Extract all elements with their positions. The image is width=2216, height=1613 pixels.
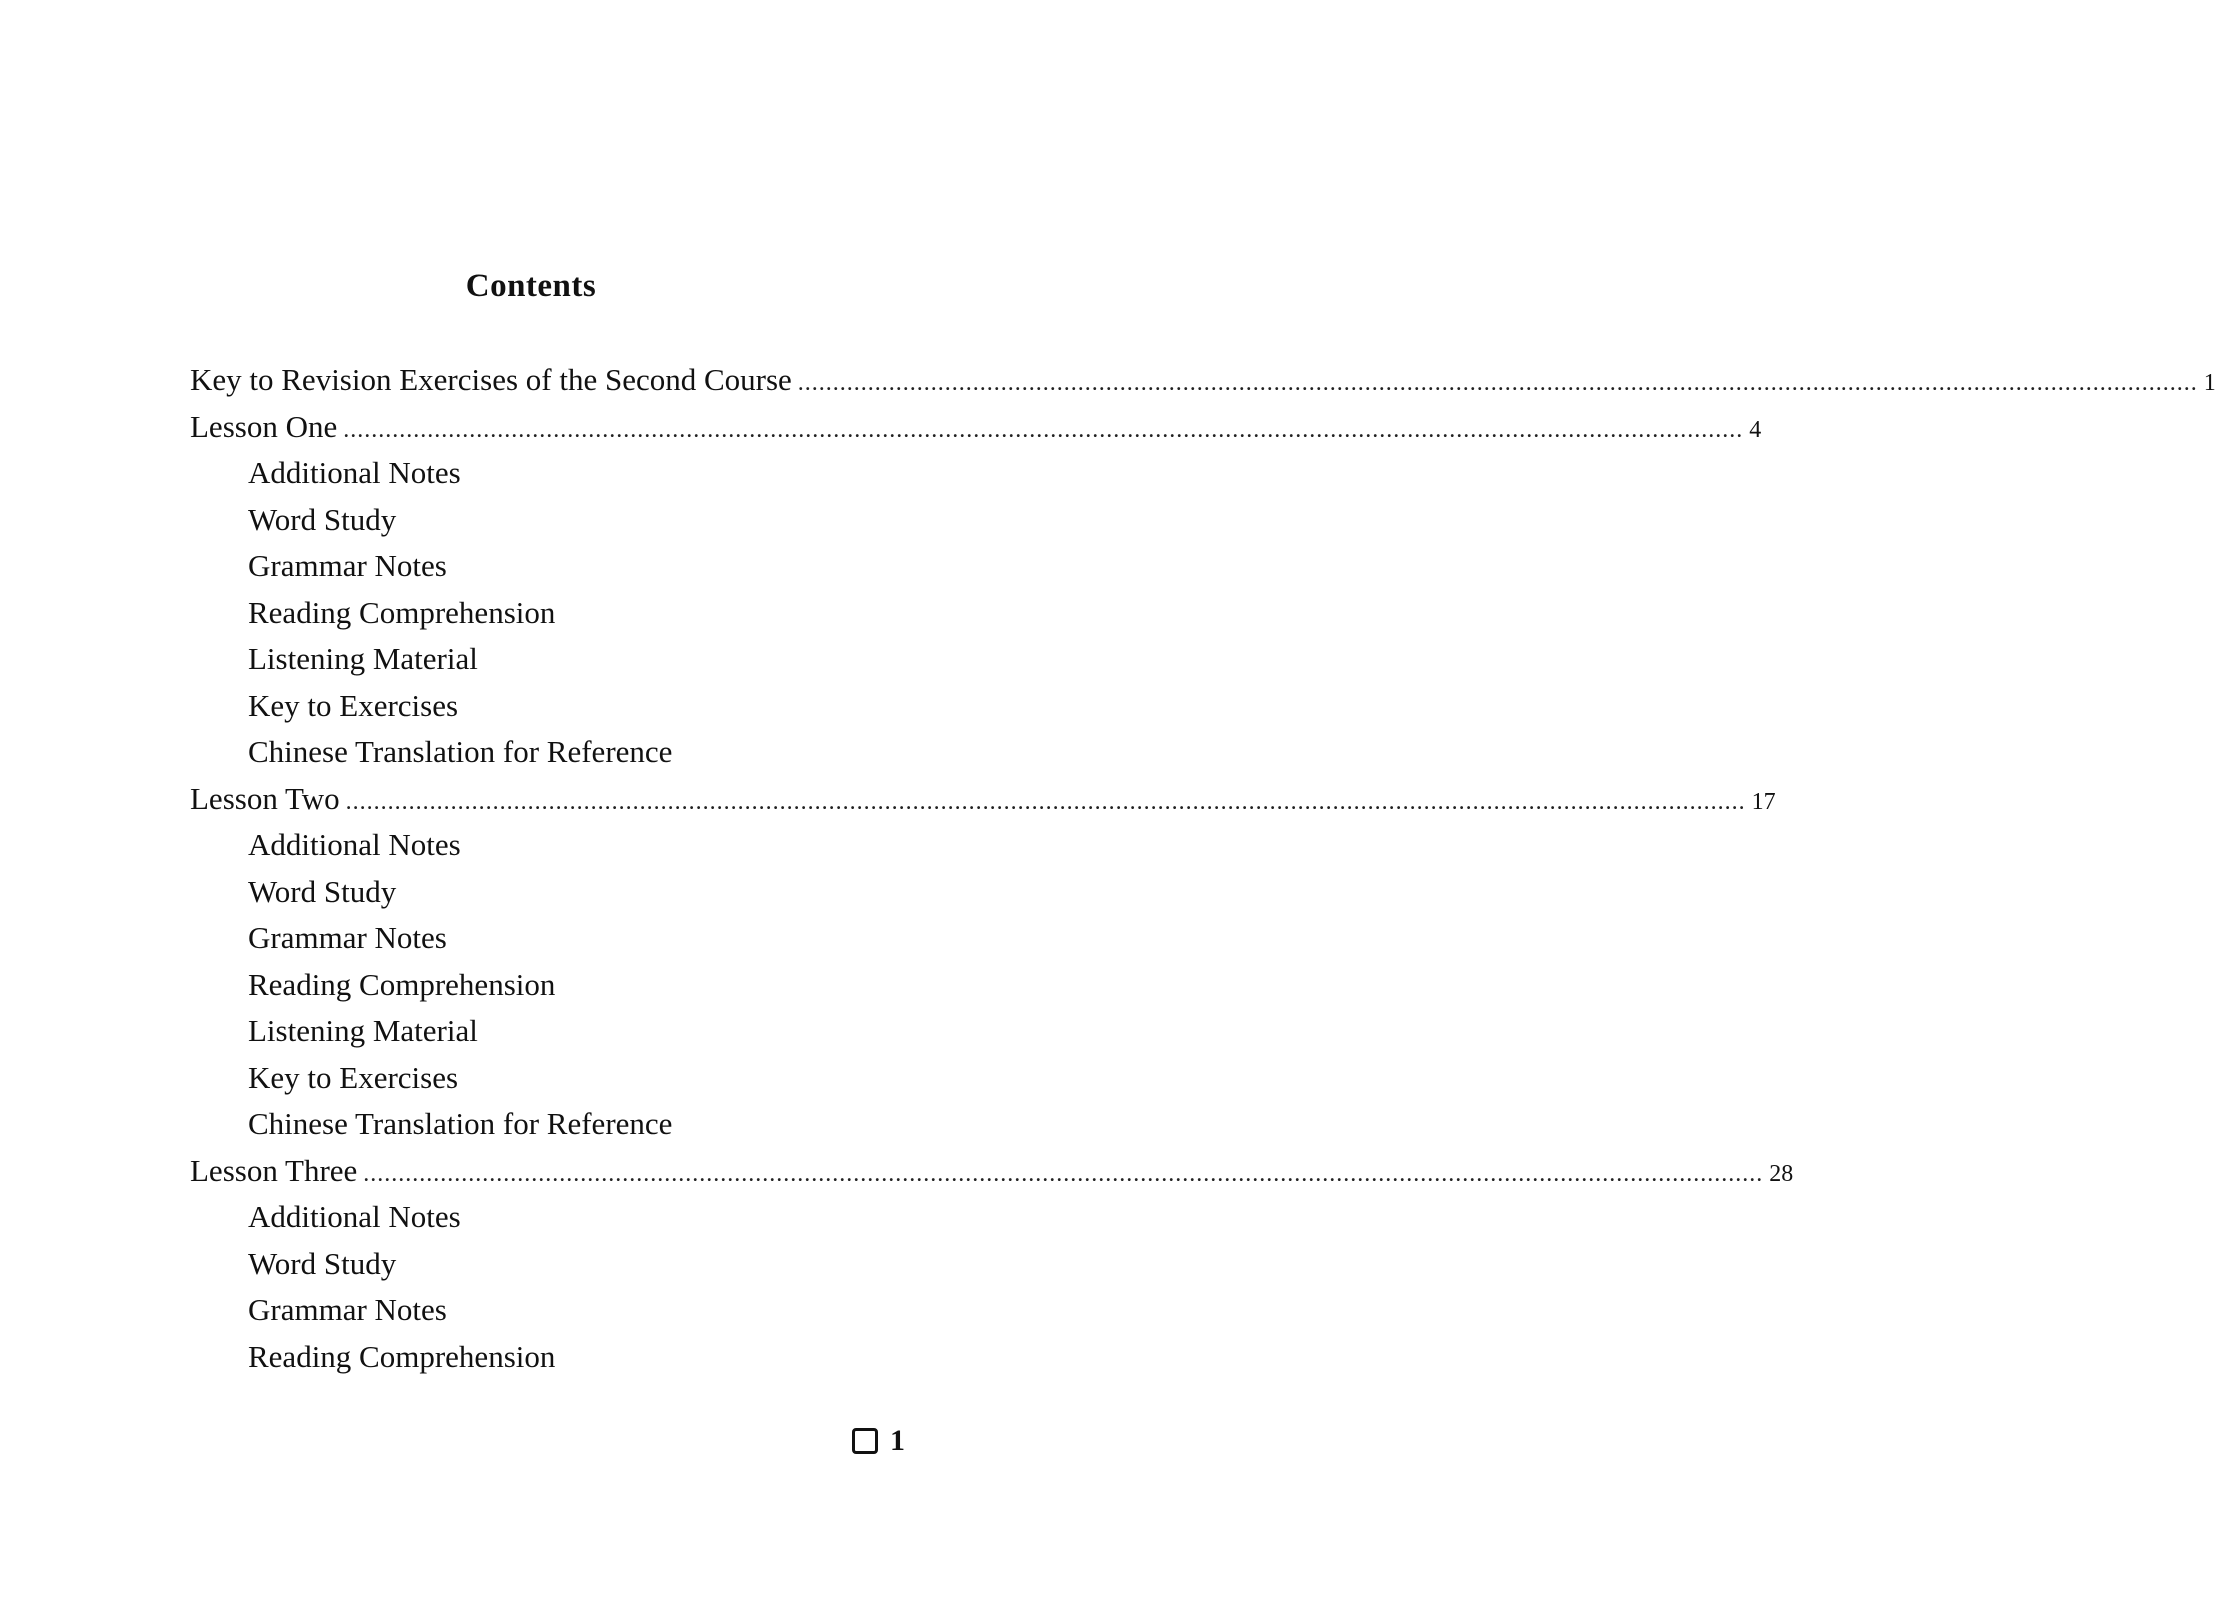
page-footer (852, 1424, 905, 1458)
page-title: Contents (465, 268, 597, 304)
toc-entry (190, 1152, 1794, 1200)
toc-subitem: Chinese Translation for Reference (248, 1106, 673, 1141)
toc-entry (190, 780, 1776, 828)
dot-leader: ........................................................................................................................................................................................................ (345, 788, 1746, 815)
toc-subitem: Listening Material (248, 641, 478, 676)
toc-subitem: Word Study (248, 873, 397, 909)
toc-entry-page: 1 (2203, 370, 2216, 396)
toc-subitem: Grammar Notes (248, 920, 447, 955)
toc-subitem: Key to Exercises (248, 1059, 459, 1095)
toc-entry (190, 408, 1762, 456)
toc-subitem: Additional Notes (248, 455, 461, 490)
toc-entry-page: 4 (1749, 416, 1762, 443)
toc-subitem: Chinese Translation for Reference (248, 734, 673, 769)
toc-subitem: Grammar Notes (248, 1292, 447, 1327)
toc-subitem: Listening Material (248, 1013, 478, 1048)
dot-leader: ........................................................................................................................................................................................................ (363, 1160, 1764, 1187)
dot-leader: ........................................................................................................................................................................................................ (343, 416, 1744, 443)
toc-entry-label: Lesson One (190, 408, 338, 444)
toc-entry-page: 28 (1769, 1160, 1794, 1187)
toc-subitem: Additional Notes (248, 1199, 461, 1234)
toc-subitem: Word Study (248, 501, 397, 537)
toc-entry-page: 17 (1751, 788, 1776, 815)
publisher-mark-icon (852, 1428, 878, 1454)
toc-subitem: Key to Exercises (248, 687, 459, 723)
toc-entry-label: Lesson Two (190, 780, 340, 816)
toc-subitem: Word Study (248, 1245, 397, 1281)
toc-subitem: Grammar Notes (248, 548, 447, 583)
toc-entry (190, 362, 2216, 409)
page-number: 1 (890, 1424, 905, 1457)
toc-subitem: Additional Notes (248, 827, 461, 862)
table-of-contents (190, 362, 2216, 1385)
dot-leader: ........................................................................................................................................................................................................ (797, 370, 2198, 396)
toc-entry-label: Lesson Three (190, 1152, 358, 1188)
toc-entry-label: Key to Revision Exercises of the Second Course (190, 362, 792, 397)
toc-subitem: Reading Comprehension (248, 966, 556, 1002)
toc-subitem: Reading Comprehension (248, 1338, 556, 1374)
toc-subitem: Reading Comprehension (248, 594, 556, 630)
